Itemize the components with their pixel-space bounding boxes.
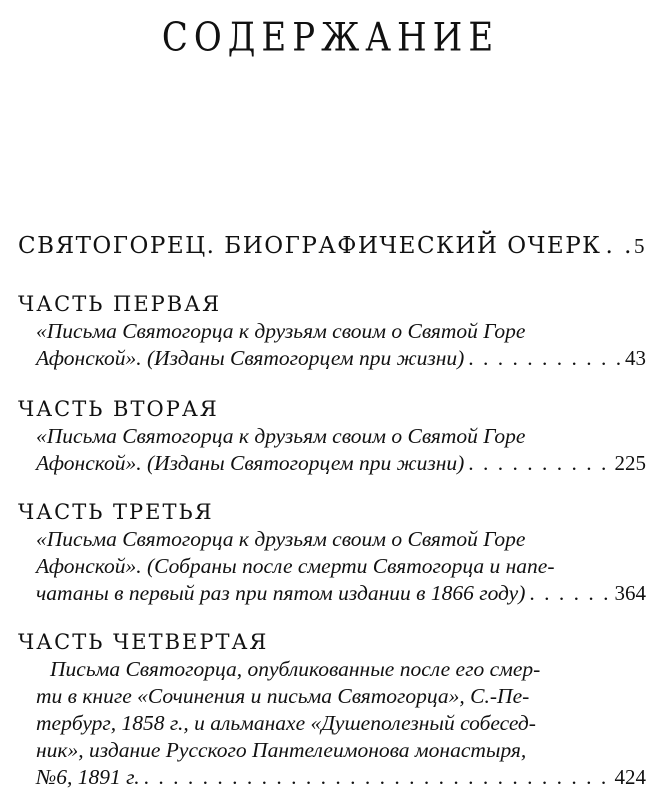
toc-heading: ЧАСТЬ ВТОРАЯ <box>18 397 219 421</box>
toc-entry-part-four[interactable] <box>18 628 646 791</box>
toc-entry-line <box>36 345 646 372</box>
toc-entry-line <box>36 764 646 791</box>
toc-description <box>18 526 646 607</box>
toc-description-line: Письма Святогорца, опубликованные после его смер- <box>50 657 541 681</box>
toc-description-line: №6, 1891 г. <box>36 765 140 789</box>
toc-description-line: Афонской». (Собраны после смерти Святогорца и напе- <box>36 554 555 578</box>
page-number: 364 <box>614 581 646 605</box>
leader-dots <box>605 232 630 260</box>
toc-heading: СВЯТОГОРЕЦ. БИОГРАФИЧЕСКИЙ ОЧЕРК <box>18 233 602 259</box>
leader-dots <box>529 580 610 607</box>
page-number: 5 <box>634 234 646 258</box>
toc-entry-line <box>36 580 646 607</box>
toc-entry-line <box>36 450 646 477</box>
toc-description-line: «Письма Святогорца к друзьям своим о Святой Горе <box>36 319 526 343</box>
page-number: 424 <box>614 765 646 789</box>
toc-description-line: тербург, 1858 г., и альманахе «Душеполезный собесед- <box>36 711 536 735</box>
toc-heading: ЧАСТЬ ТРЕТЬЯ <box>18 500 214 524</box>
toc-description <box>18 423 646 477</box>
toc-heading: ЧАСТЬ ЧЕТВЕРТАЯ <box>18 630 269 654</box>
toc-description <box>18 656 646 791</box>
toc-description-line: ник», издание Русского Пантелеимонова монастыря, <box>36 738 527 762</box>
toc-entry-part-three[interactable] <box>18 498 646 607</box>
toc-entry-part-two[interactable] <box>18 395 646 477</box>
toc-description-line: Афонской». (Изданы Святогорцем при жизни) <box>36 346 465 370</box>
toc-description-line: «Письма Святогорца к друзьям своим о Святой Горе <box>36 527 526 551</box>
leader-dots <box>468 450 610 477</box>
toc-description <box>18 318 646 372</box>
toc-description-line: чатаны в первый раз при пятом издании в 1866 году) <box>36 581 526 605</box>
toc-description-line: ти в книге «Сочинения и письма Святогорца», С.-Пе- <box>36 684 530 708</box>
toc-description-line: Афонской». (Изданы Святогорцем при жизни) <box>36 451 465 475</box>
toc-heading: ЧАСТЬ ПЕРВАЯ <box>18 292 222 316</box>
toc-entry-biography[interactable] <box>18 232 646 260</box>
page-number: 43 <box>625 346 646 370</box>
leader-dots <box>144 764 611 791</box>
toc-description-line: «Письма Святогорца к друзьям своим о Святой Горе <box>36 424 526 448</box>
page-number: 225 <box>614 451 646 475</box>
page-title: СОДЕРЖАНИЕ <box>161 15 500 61</box>
toc-entry-part-one[interactable] <box>18 290 646 372</box>
leader-dots <box>468 345 621 372</box>
toc-entry-line <box>18 232 646 260</box>
